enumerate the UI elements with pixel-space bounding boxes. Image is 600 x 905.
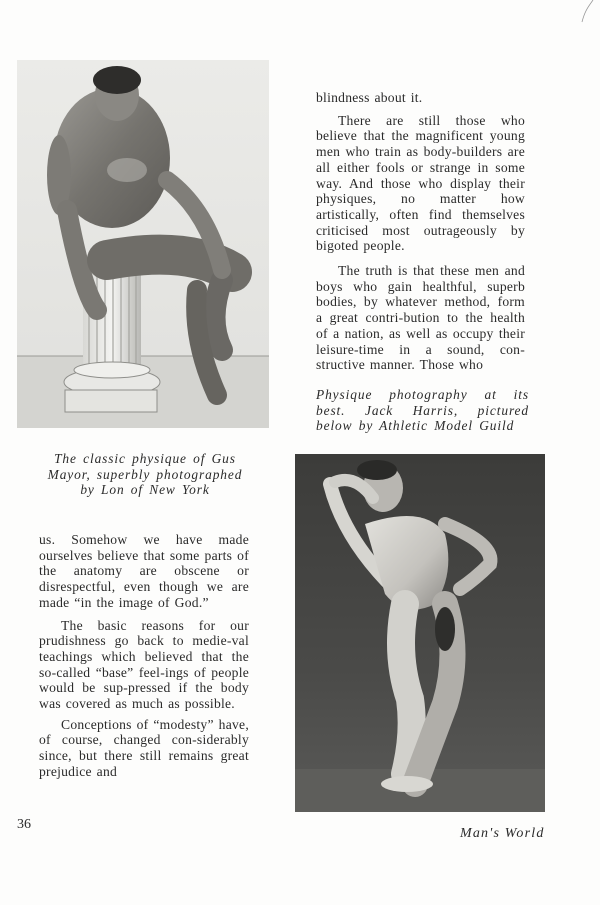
paragraph: There are still those who believe that the magnificent young men who train as body-builders are all either fools or strange in some way. And those who display their physiques, no matter how artistically, often find themselves criticised most outrageously by bigoted people.: [316, 112, 525, 254]
paragraph: The basic reasons for our prudishness go back to medie-val teachings which believed that the so-called “base” feel-ings of people would be sup-pressed if the body was covered as much as possible.: [39, 617, 249, 712]
right-column-text: [316, 90, 525, 373]
photo-jack-harris: [295, 454, 545, 812]
magazine-name: Man's World: [460, 826, 545, 841]
paper-scratch-mark: [575, 0, 595, 30]
page-number: 36: [17, 817, 31, 832]
paragraph: The truth is that these men and boys who gain healthful, superb bodies, by whatever method, form a great contri-bution to the health of a nation, as well as occupy their leisure-time in a sound, con-structive manner. Those who: [316, 263, 525, 373]
left-column-text: [39, 532, 249, 780]
caption-gus-mayor: The classic physique of Gus Mayor, superbly photographed by Lon of New York: [47, 451, 243, 498]
photo-gus-mayor: [17, 60, 269, 428]
paragraph: blindness about it.: [316, 90, 423, 105]
paragraph: Conceptions of “modesty” have, of course, changed con-siderably since, but there still remains great prejudice and: [39, 716, 249, 779]
caption-jack-harris: Physique photography at its best. Jack Harris, pictured below by Athletic Model Guild: [316, 387, 529, 434]
paragraph: us. Somehow we have made ourselves believe that some parts of the anatomy are obscene or disrespectful, even though we are made “in the image of God.”: [39, 532, 249, 610]
